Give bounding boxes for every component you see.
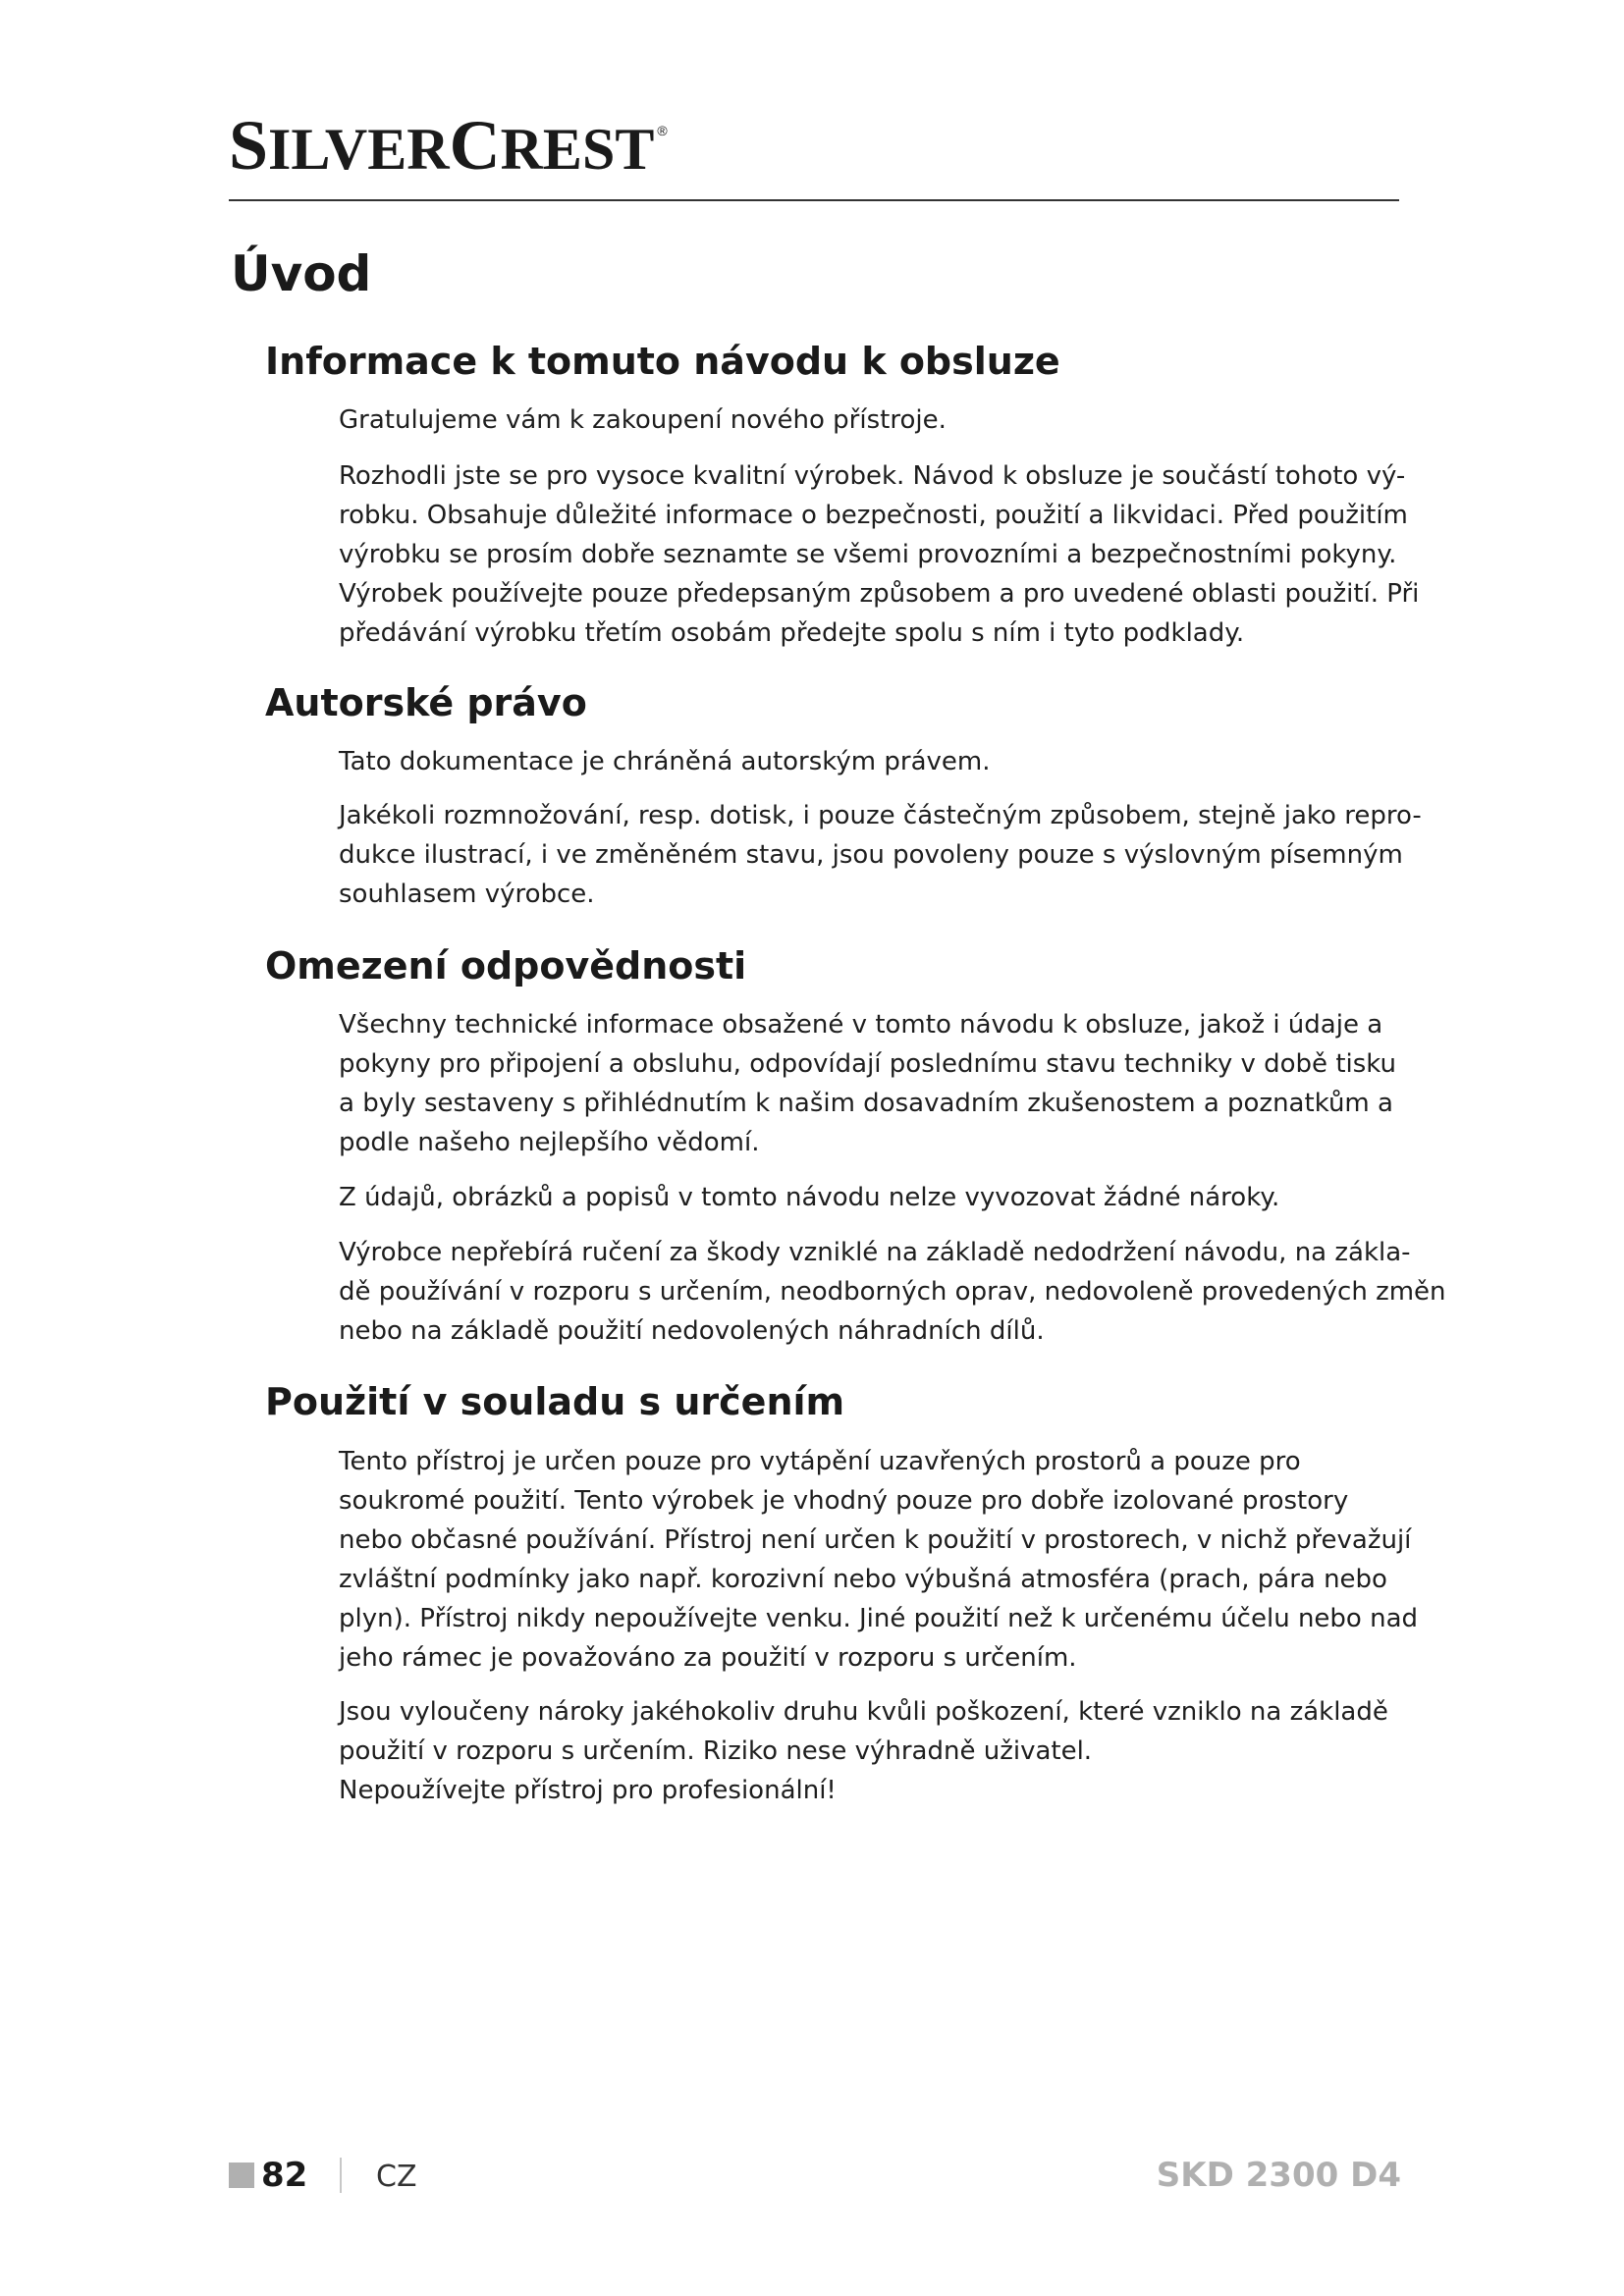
section-heading-informace: Informace k tomuto návodu k obsluze [265, 340, 1060, 383]
section-heading-omezeni: Omezení odpovědnosti [265, 944, 747, 988]
text-line: Všechny technické informace obsažené v tomto návodu k obsluze, jakož i údaje a [339, 1010, 1383, 1040]
text-line: nebo na základě použití nedovolených náhradních dílů. [339, 1316, 1045, 1346]
text-line: podle našeho nejlepšího vědomí. [339, 1128, 760, 1157]
text-line: Z údajů, obrázků a popisů v tomto návodu nelze vyvozovat žádné nároky. [339, 1183, 1280, 1212]
text-line: Rozhodli jste se pro vysoce kvalitní výrobek. Návod k obsluze je součástí tohoto vý- [339, 461, 1406, 491]
text-line: Jakékoli rozmnožování, resp. dotisk, i pouze částečným způsobem, stejně jako repro- [339, 801, 1422, 830]
paragraph-z-udaju [339, 1178, 1399, 1217]
footer-divider [340, 2158, 342, 2193]
text-line: Tento přístroj je určen pouze pro vytápění uzavřených prostorů a pouze pro [339, 1447, 1301, 1476]
text-line: plyn). Přístroj nikdy nepoužívejte venku. Jiné použití než k určenému účelu nebo nad [339, 1604, 1419, 1633]
section-heading-pouziti: Použití v souladu s určením [265, 1380, 845, 1423]
text-line: soukromé použití. Tento výrobek je vhodný pouze pro dobře izolované prostory [339, 1486, 1349, 1516]
paragraph-jsou-vylouceny [339, 1692, 1399, 1810]
registered-mark: ® [657, 123, 668, 138]
text-line: dě používání v rozporu s určením, neodborných oprav, nedovoleně provedených změn [339, 1277, 1446, 1307]
chapter-title: Úvod [231, 245, 372, 302]
paragraph-vsechny [339, 1005, 1399, 1162]
text-line: výrobku se prosím dobře seznamte se všemi provozními a bezpečnostními pokyny. [339, 540, 1397, 569]
paragraph-tato-dokumentace [339, 742, 1399, 781]
text-line: použití v rozporu s určením. Riziko nese výhradně uživatel. [339, 1736, 1093, 1766]
paragraph-jakekoli [339, 796, 1422, 914]
paragraph-tento-pristroj [339, 1442, 1419, 1678]
text-line: pokyny pro připojení a obsluhu, odpovídají poslednímu stavu techniky v době tisku [339, 1049, 1397, 1079]
paragraph-gratulujeme [339, 400, 1399, 440]
footer-square-icon [229, 2163, 254, 2188]
text-line: robku. Obsahuje důležité informace o bezpečnosti, použití a likvidaci. Před použitím [339, 501, 1408, 530]
paragraph-vyrobce [339, 1233, 1446, 1351]
header-divider [229, 199, 1399, 201]
page-number: 82 [261, 2156, 308, 2195]
text-line: dukce ilustrací, i ve změněném stavu, jsou povoleny pouze s výslovným písemným [339, 840, 1403, 870]
logo-initial-c: C [449, 106, 501, 185]
brand-logo [229, 106, 668, 185]
logo-initial-s: S [229, 106, 269, 185]
text-line: souhlasem výrobce. [339, 880, 595, 909]
text-line: Výrobek používejte pouze předepsaným způsobem a pro uvedené oblasti použití. Při [339, 579, 1420, 609]
paragraph-rozhodli [339, 456, 1420, 653]
text-line: Gratulujeme vám k zakoupení nového přístroje. [339, 405, 947, 435]
model-number: SKD 2300 D4 [1156, 2156, 1401, 2195]
section-heading-autorske-pravo: Autorské právo [265, 681, 587, 724]
text-line: Jsou vyloučeny nároky jakéhokoliv druhu kvůli poškození, které vzniklo na základě [339, 1697, 1388, 1727]
logo-text-rest: REST [500, 117, 655, 182]
text-line: zvláštní podmínky jako např. korozivní nebo výbušná atmosféra (prach, pára nebo [339, 1565, 1387, 1594]
text-line: jeho rámec je považováno za použití v rozporu s určením. [339, 1643, 1077, 1673]
text-line: Tato dokumentace je chráněná autorským právem. [339, 747, 991, 776]
logo-text-ilver: ILVER [268, 117, 450, 182]
text-line: Nepoužívejte přístroj pro profesionální! [339, 1776, 837, 1805]
text-line: předávání výrobku třetím osobám předejte spolu s ním i tyto podklady. [339, 618, 1245, 648]
text-line: nebo občasné používání. Přístroj není určen k použití v prostorech, v nichž převažují [339, 1525, 1412, 1555]
language-code: CZ [376, 2160, 417, 2194]
text-line: a byly sestaveny s přihlédnutím k našim dosavadním zkušenostem a poznatkům a [339, 1089, 1393, 1118]
text-line: Výrobce nepřebírá ručení za škody vzniklé na základě nedodržení návodu, na zákla- [339, 1238, 1411, 1267]
